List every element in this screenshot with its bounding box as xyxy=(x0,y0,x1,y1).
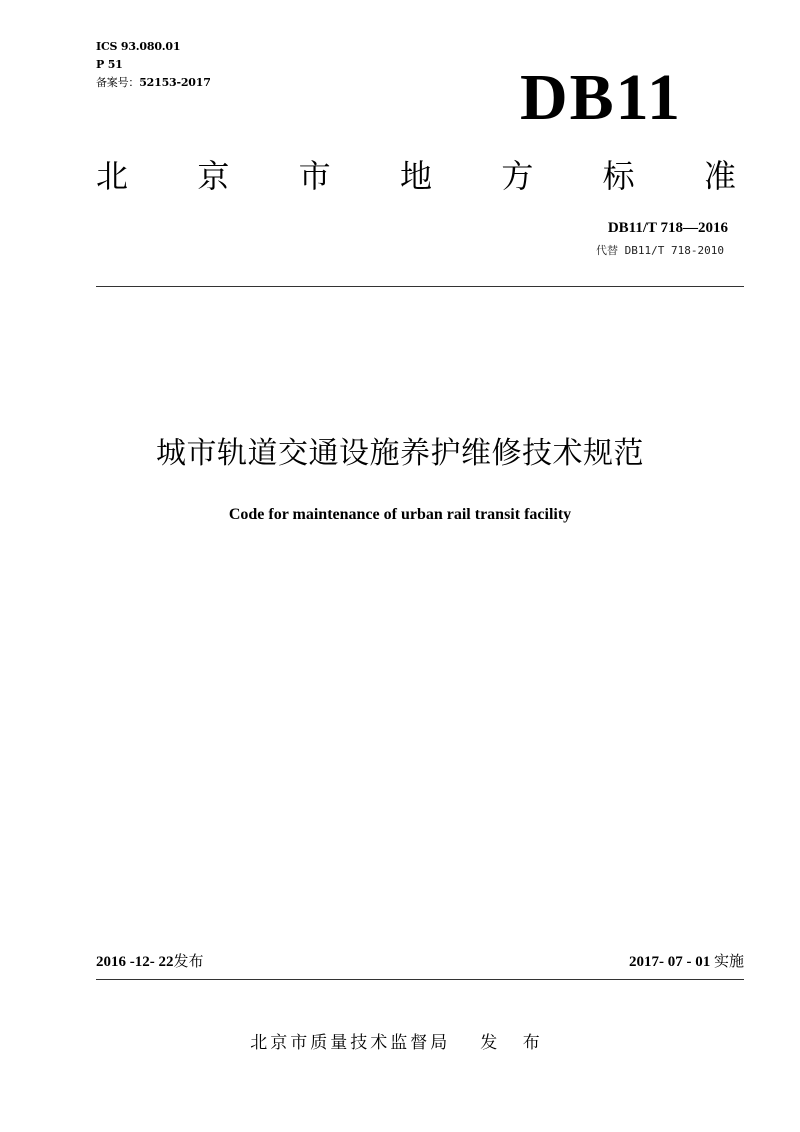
standard-type-char: 地 xyxy=(399,157,432,195)
filing-number: 52153-2017 xyxy=(139,76,211,89)
standard-type-char: 北 xyxy=(96,157,129,195)
implementation-date-line xyxy=(629,950,744,973)
top-divider xyxy=(96,286,744,287)
publisher-line xyxy=(0,1030,800,1056)
implementation-label: 实施 xyxy=(713,952,744,970)
document-title-cn: 城市轨道交通设施养护维修技术规范 xyxy=(156,436,644,471)
standard-type-heading xyxy=(96,152,736,200)
classification-code: P 51 xyxy=(96,58,123,71)
db-logo: DB11 xyxy=(520,61,683,134)
publisher-name: 北京市质量技术监督局 xyxy=(250,1033,451,1053)
standard-type-char: 标 xyxy=(602,157,635,195)
issue-label: 发布 xyxy=(173,952,204,970)
standard-type-char: 准 xyxy=(703,157,736,195)
standard-number: DB11/T 718—2016 xyxy=(607,220,728,236)
standard-type-char: 市 xyxy=(298,157,331,195)
replaces-note: 代替 DB11/T 718-2010 xyxy=(596,244,724,257)
filing-number-line xyxy=(96,76,211,90)
implementation-date: 2017- 07 - 01 xyxy=(628,954,711,970)
standard-type-char: 方 xyxy=(501,157,534,195)
ics-code: ICS 93.080.01 xyxy=(96,40,181,53)
publish-label: 发 布 xyxy=(480,1033,550,1053)
issue-date: 2016 -12- 22 xyxy=(96,954,174,970)
document-title-en: Code for maintenance of urban rail transit facility xyxy=(228,506,572,523)
issue-date-line xyxy=(96,950,204,973)
bottom-divider xyxy=(96,979,744,980)
filing-label: 备案号： xyxy=(96,76,140,89)
standard-type-char: 京 xyxy=(197,157,230,195)
